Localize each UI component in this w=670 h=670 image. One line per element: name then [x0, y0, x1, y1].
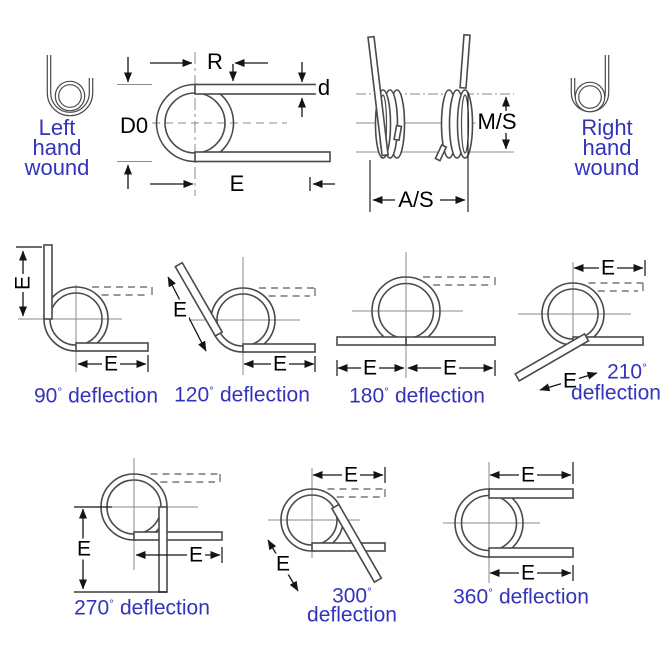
left-hand-wound-label: [24, 115, 90, 180]
deflection-210-angle: 210: [607, 360, 643, 384]
deflection-120-diagram: [168, 257, 315, 375]
dim-label-as: A/S: [398, 187, 434, 212]
dim-label-e-180-left: E: [362, 356, 378, 380]
dim-label-e-main: E: [229, 171, 245, 196]
dim-label-e-90-vertical: E: [11, 275, 35, 291]
deflection-180-angle: 180: [349, 384, 385, 408]
dim-label-d0: D0: [119, 113, 149, 138]
dim-label-e-270-horizontal: E: [188, 543, 204, 567]
dim-label-e-300-top: E: [343, 463, 359, 487]
right-wound-line-3: wound: [574, 155, 640, 180]
deflection-210-word: deflection: [571, 381, 661, 405]
dim-label-e-300-diagonal: E: [275, 552, 291, 576]
dim-label-e-180-right: E: [442, 356, 458, 380]
dim-label-e-360-bottom: E: [520, 561, 536, 585]
deflection-210-label-line2: [571, 381, 661, 404]
dim-label-e-120-bottom: E: [272, 352, 288, 376]
deflection-210-label-line1: [607, 360, 647, 383]
deflection-300-word: deflection: [307, 603, 397, 627]
deflection-180-label: [349, 384, 485, 407]
dim-label-e-360-top: E: [520, 463, 536, 487]
dim-label-e-120-diagonal: E: [172, 298, 188, 322]
left-hand-wound-symbol: [49, 55, 91, 114]
degree-sign: °: [488, 585, 493, 600]
deflection-120-word: deflection: [219, 383, 310, 407]
deflection-270-word: deflection: [119, 596, 210, 620]
degree-sign: °: [384, 384, 389, 399]
right-wound-line-1: Right: [581, 115, 633, 140]
right-hand-wound-label: [574, 115, 640, 180]
dim-label-ms: M/S: [477, 109, 517, 134]
dim-label-d: d: [317, 75, 331, 100]
dim-label-e-210-leg: E: [562, 369, 578, 393]
degree-sign: °: [642, 360, 647, 375]
deflection-300-angle: 300: [332, 584, 368, 608]
dim-label-r: R: [207, 49, 223, 74]
deflection-360-diagram: [443, 462, 573, 583]
dim-label-e-90-bottom: E: [103, 352, 119, 376]
deflection-300-label-line2: [307, 603, 397, 626]
left-wound-line-3: wound: [24, 155, 90, 180]
deflection-270-label: [74, 596, 210, 619]
deflection-270-angle: 270: [74, 596, 110, 620]
deflection-360-angle: 360: [453, 585, 489, 609]
left-wound-line-1: Left: [38, 115, 76, 140]
deflection-360-label: [453, 585, 589, 608]
right-hand-wound-symbol: [573, 55, 607, 110]
deflection-120-angle: 120: [174, 383, 210, 407]
degree-sign: °: [209, 383, 214, 398]
deflection-360-word: deflection: [498, 585, 589, 609]
deflection-90-word: deflection: [68, 384, 159, 408]
deflection-180-word: deflection: [394, 384, 485, 408]
deflection-90-label: [34, 384, 158, 407]
left-wound-line-2: hand: [32, 135, 82, 160]
degree-sign: °: [109, 596, 114, 611]
degree-sign: °: [367, 584, 372, 599]
dim-label-e-210-top: E: [600, 256, 616, 280]
deflection-90-diagram: [16, 245, 152, 372]
deflection-270-diagram: [74, 458, 222, 592]
right-wound-line-2: hand: [582, 135, 632, 160]
dim-label-e-270-vertical: E: [76, 537, 92, 561]
degree-sign: °: [57, 384, 63, 399]
deflection-120-label: [174, 383, 310, 406]
deflection-90-angle: 90: [33, 384, 58, 408]
